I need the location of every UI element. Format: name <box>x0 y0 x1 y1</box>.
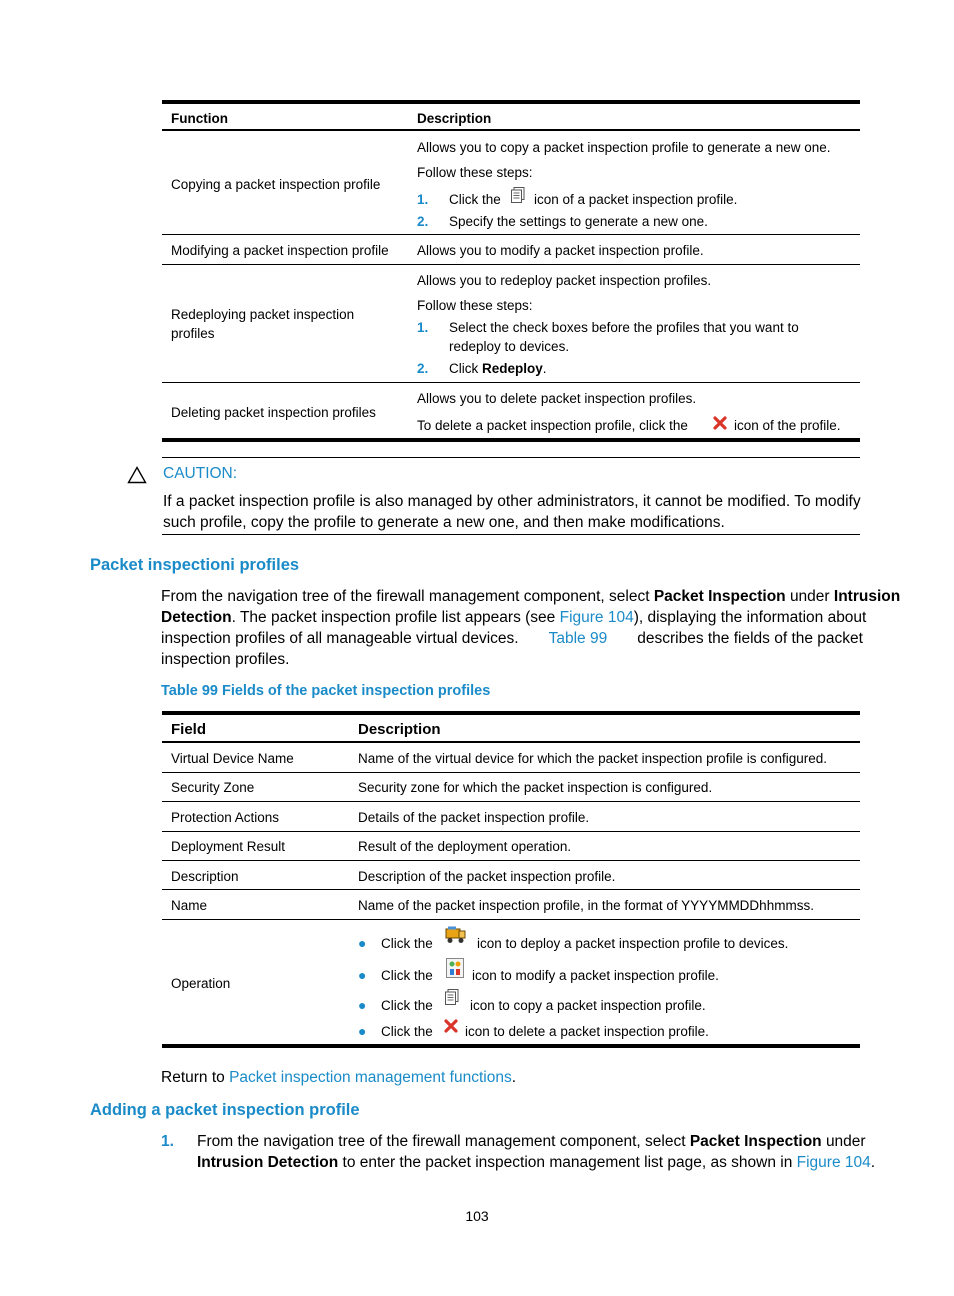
row-divider <box>162 772 860 773</box>
step-number: 1. <box>161 1133 174 1150</box>
body-text: inspection profiles of all manageable virtual devices. <box>161 630 519 647</box>
table-row-desc: Description of the packet inspection profile. <box>358 869 616 884</box>
row-desc: Allows you to redeploy packet inspection profiles. <box>417 273 712 288</box>
caution-text: If a packet inspection profile is also managed by other administrators, it cannot be modified. To modify <box>163 493 861 510</box>
row-desc: To delete a packet inspection profile, click the <box>417 418 688 433</box>
body-paragraph-line <box>161 588 901 606</box>
bullet: ● <box>358 997 367 1013</box>
step-text: redeploy to devices. <box>449 339 570 354</box>
row-desc: icon of the profile. <box>734 418 841 433</box>
row-desc: Allows you to copy a packet inspection profile to generate a new one. <box>417 140 831 155</box>
bullet-text: icon to modify a packet inspection profile. <box>472 968 719 983</box>
table-row-field: Operation <box>171 976 231 991</box>
column-header-field: Field <box>171 721 207 738</box>
bullet-text: Click the <box>381 936 433 951</box>
step-text: Select the check boxes before the profiles that you want to <box>449 320 799 335</box>
figure-104-link[interactable]: Figure 104 <box>796 1154 871 1171</box>
return-text: Return to <box>161 1069 225 1086</box>
page-number: 103 <box>465 1208 489 1224</box>
bullet: ● <box>358 967 367 983</box>
step-text-post: . <box>542 361 547 376</box>
modify-icon <box>446 958 464 978</box>
body-text: . <box>870 1154 876 1171</box>
body-text: under <box>825 1133 866 1150</box>
bullet-text: Click the <box>381 998 433 1013</box>
delete-icon <box>444 1019 458 1033</box>
table-row-desc: Name of the packet inspection profile, in the format of YYYYMMDDhhmmss. <box>358 898 814 913</box>
packet-inspection-management-functions-link[interactable]: Packet inspection management functions <box>229 1069 512 1086</box>
caution-label: CAUTION: <box>163 465 238 482</box>
body-text: to enter the packet inspection management list page, as shown in <box>342 1154 793 1171</box>
table-top-rule <box>162 100 860 104</box>
body-paragraph-line <box>161 630 863 648</box>
table-top-rule <box>162 711 860 715</box>
table-row-desc: Security zone for which the packet inspection is configured. <box>358 780 713 795</box>
deploy-icon <box>445 926 467 944</box>
section-heading: Packet inspectioni profiles <box>90 556 300 574</box>
body-text: From the navigation tree of the firewall management component, select <box>197 1133 686 1150</box>
row-desc: Follow these steps: <box>417 165 533 180</box>
delete-icon <box>713 416 727 430</box>
table-99-link[interactable]: Table 99 <box>548 630 608 647</box>
step-number: 2. <box>417 361 429 376</box>
table-row-field: Protection Actions <box>171 810 280 825</box>
row-divider <box>162 860 860 861</box>
step-text: icon of a packet inspection profile. <box>534 192 738 207</box>
bullet-text: icon to delete a packet inspection profile. <box>465 1024 709 1039</box>
table-row-field: Deployment Result <box>171 839 286 854</box>
row-divider <box>162 382 860 383</box>
step-text <box>449 361 547 376</box>
menu-path-packet-inspection: Packet Inspection <box>689 1133 822 1150</box>
copy-icon <box>445 989 459 1005</box>
redeploy-label: Redeploy <box>482 361 543 376</box>
row-function-copy: Copying a packet inspection profile <box>171 177 381 192</box>
step-number: 1. <box>417 320 429 335</box>
step-text: Click the <box>449 192 501 207</box>
row-function-redeploy: profiles <box>171 326 215 341</box>
figure-104-link[interactable]: Figure 104 <box>559 609 634 626</box>
row-divider <box>162 264 860 265</box>
bullet-text: icon to copy a packet inspection profile. <box>470 998 706 1013</box>
row-desc: Allows you to delete packet inspection profiles. <box>417 391 697 406</box>
table-row-desc: Details of the packet inspection profile. <box>358 810 590 825</box>
table-row-field: Name <box>171 898 208 913</box>
menu-path-detection: Detection <box>161 609 232 626</box>
bullet-text: Click the <box>381 1024 433 1039</box>
row-desc: Allows you to modify a packet inspection profile. <box>417 243 704 258</box>
step-number: 1. <box>417 192 429 207</box>
bullet: ● <box>358 1023 367 1039</box>
row-divider <box>162 801 860 802</box>
header-rule <box>162 129 860 131</box>
bullet-text: Click the <box>381 968 433 983</box>
return-text: . <box>511 1069 517 1086</box>
table-row-field: Description <box>171 869 239 884</box>
column-header-description: Description <box>358 721 441 738</box>
copy-icon <box>511 187 525 203</box>
table-bottom-rule <box>162 1044 860 1048</box>
row-divider <box>162 831 860 832</box>
step-text-pre: Click <box>449 361 479 376</box>
step-text: Specify the settings to generate a new one. <box>449 214 708 229</box>
caution-top-rule <box>162 457 860 458</box>
table-row-desc: Result of the deployment operation. <box>358 839 572 854</box>
menu-path-intrusion: Intrusion <box>833 588 901 605</box>
row-divider <box>162 919 860 920</box>
section-heading: Adding a packet inspection profile <box>90 1101 360 1119</box>
table-row-desc: Name of the virtual device for which the packet inspection profile is configured. <box>358 751 827 766</box>
row-function-delete: Deleting packet inspection profiles <box>171 405 376 420</box>
table-row-field: Virtual Device Name <box>171 751 294 766</box>
bullet-text: icon to deploy a packet inspection profile to devices. <box>477 936 789 951</box>
column-header-description: Description <box>417 111 492 126</box>
header-rule <box>162 741 860 743</box>
row-divider <box>162 234 860 235</box>
menu-path-packet-inspection: Packet Inspection <box>653 588 786 605</box>
body-text: From the navigation tree of the firewall management component, select <box>161 588 650 605</box>
row-desc: Follow these steps: <box>417 298 533 313</box>
body-text: inspection profiles. <box>161 651 290 668</box>
step-number: 2. <box>417 214 429 229</box>
body-paragraph-line <box>161 609 867 627</box>
table-row-field: Security Zone <box>171 780 255 795</box>
body-text: ), displaying the information about <box>633 609 867 626</box>
column-header-function: Function <box>171 111 228 126</box>
step-text <box>197 1133 866 1151</box>
step-text <box>197 1154 875 1172</box>
body-text: under <box>789 588 830 605</box>
body-text: . The packet inspection profile list appears (see <box>231 609 556 626</box>
caution-bottom-rule <box>162 534 860 535</box>
body-text: describes the fields of the packet <box>637 630 863 647</box>
table-caption: Table 99 Fields of the packet inspection profiles <box>161 683 491 699</box>
row-divider <box>162 889 860 890</box>
caution-icon <box>127 466 147 484</box>
table-bottom-rule <box>162 438 860 442</box>
menu-path-intrusion-detection: Intrusion Detection <box>197 1154 339 1171</box>
caution-text: such profile, copy the profile to generate a new one, and then make modifications. <box>163 514 725 531</box>
bullet: ● <box>358 935 367 951</box>
return-line <box>161 1069 516 1087</box>
row-function-redeploy: Redeploying packet inspection <box>171 307 355 322</box>
row-function-modify: Modifying a packet inspection profile <box>171 243 389 258</box>
